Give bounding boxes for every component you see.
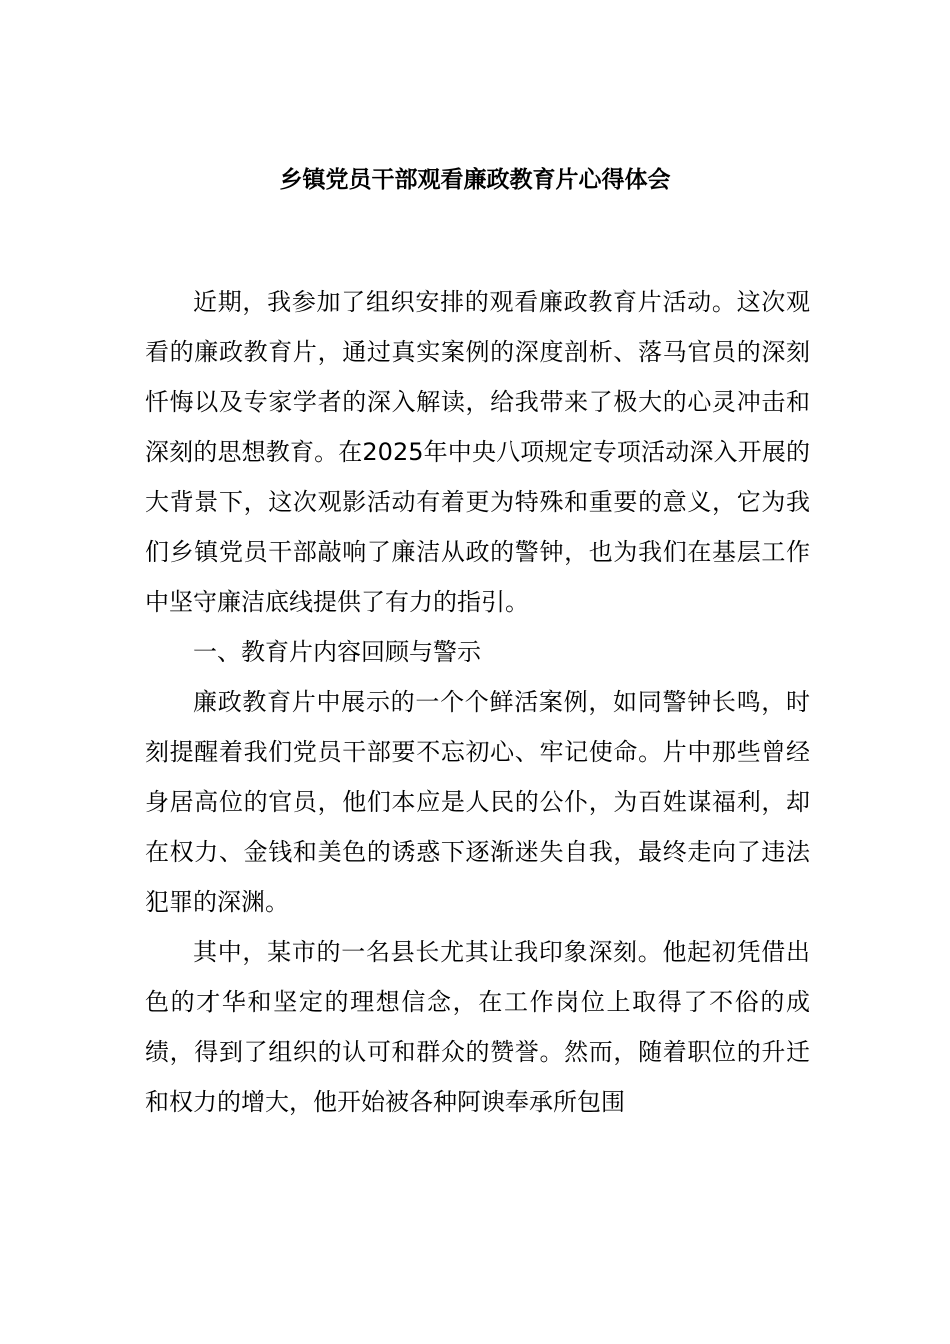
paragraph-intro: 近期，我参加了组织安排的观看廉政教育片活动。这次观看的廉政教育片，通过真实案例的深度剖析、落马官员的深刻忏悔以及专家学者的深入解读，给我带来了极大的心灵冲击和深刻的思想教育。在2025年中央八项规定专项活动深入开展的大背景下，这次观影活动有着更为特殊和重要的意义，它为我们乡镇党员干部敲响了廉洁从政的警钟，也为我们在基层工作中坚守廉洁底线提供了有力的指引。: [145, 288, 810, 616]
document-body: [145, 277, 810, 1127]
paragraph-example: 其中，某市的一名县长尤其让我印象深刻。他起初凭借出色的才华和坚定的理想信念，在工作岗位上取得了不俗的成绩，得到了组织的认可和群众的赞誉。然而，随着职位的升迁和权力的增大，他开始被各种阿谀奉承所包围: [145, 938, 810, 1116]
paragraph-cases: 廉政教育片中展示的一个个鲜活案例，如同警钟长鸣，时刻提醒着我们党员干部要不忘初心、牢记使命。片中那些曾经身居高位的官员，他们本应是人民的公仆，为百姓谋福利，却在权力、金钱和美色的诱惑下逐渐迷失自我，最终走向了违法犯罪的深渊。: [145, 688, 810, 916]
section-heading: 一、教育片内容回顾与警示: [193, 638, 481, 666]
document-title: 乡镇党员干部观看廉政教育片心得体会: [279, 167, 671, 193]
